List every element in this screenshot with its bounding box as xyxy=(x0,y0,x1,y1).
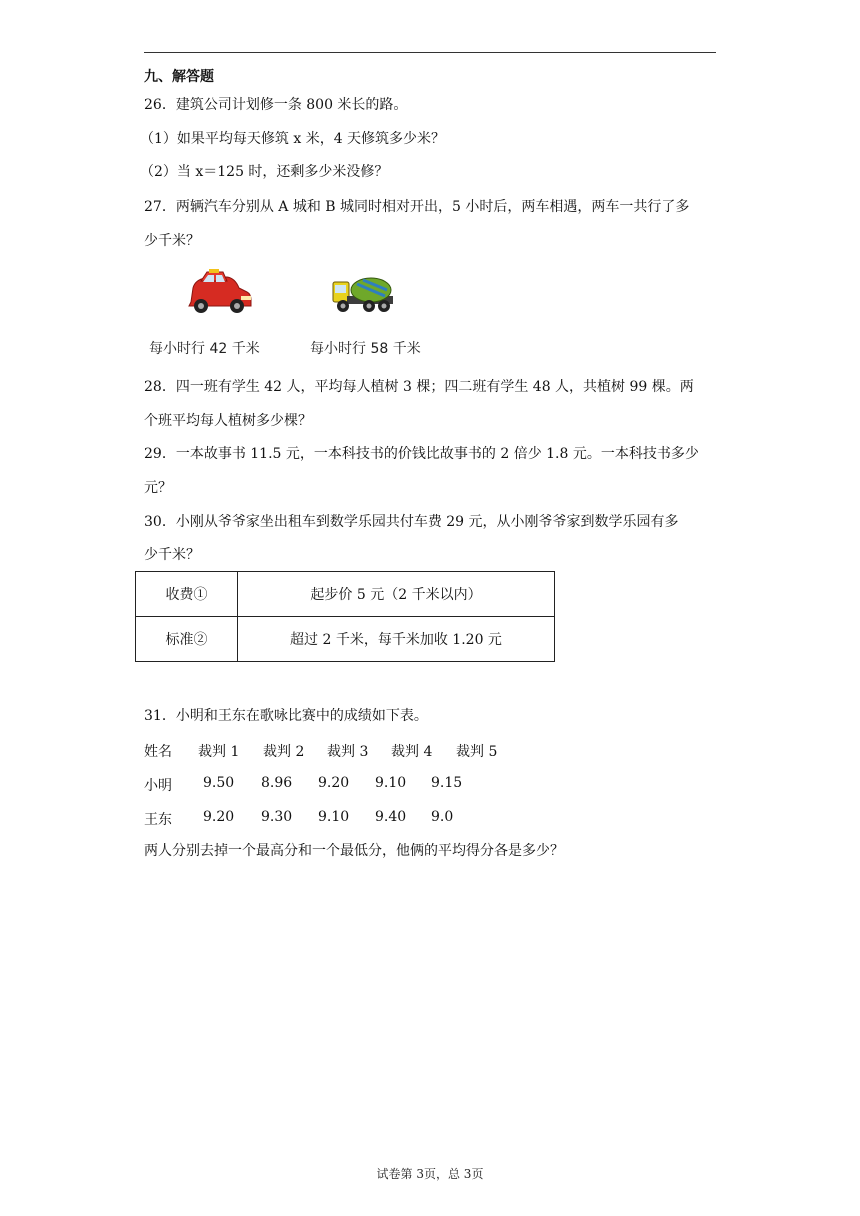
section-title: 九、解答题 xyxy=(144,69,214,85)
score-cell: 9.30 xyxy=(261,809,293,825)
fee-table xyxy=(135,571,555,662)
red-car-icon xyxy=(183,268,255,318)
question-26-stem: 26．建筑公司计划修一条 800 米长的路。 xyxy=(144,97,408,113)
score-header: 裁判 4 xyxy=(391,744,433,760)
question-29-line-2: 元？ xyxy=(144,480,172,496)
score-cell: 9.20 xyxy=(203,809,235,825)
score-cell: 9.10 xyxy=(318,809,350,825)
table-row xyxy=(136,617,555,662)
score-header: 裁判 1 xyxy=(198,744,240,760)
cement-truck-icon xyxy=(329,272,397,314)
score-header: 裁判 3 xyxy=(327,744,369,760)
score-cell: 9.0 xyxy=(431,809,454,825)
question-27-line-1: 27．两辆汽车分别从 A 城和 B 城同时相对开出，5 小时后，两车相遇，两车一共行了多 xyxy=(144,199,690,215)
score-header: 裁判 2 xyxy=(263,744,305,760)
score-cell: 8.96 xyxy=(261,775,293,791)
question-26-part-1: （1）如果平均每天修筑 x 米，4 天修筑多少米？ xyxy=(140,131,446,147)
fee-label-cell: 收费① xyxy=(136,572,238,617)
score-cell: 9.50 xyxy=(203,775,235,791)
question-29-line-1: 29．一本故事书 11.5 元，一本科技书的价钱比故事书的 2 倍少 1.8 元。一本科技书多少 xyxy=(144,446,699,462)
fee-value-cell: 起步价 5 元（2 千米以内） xyxy=(238,572,555,617)
question-31-stem: 31．小明和王东在歌咏比赛中的成绩如下表。 xyxy=(144,708,428,724)
page-footer: 试卷第 3页，总 3页 xyxy=(376,1167,484,1181)
score-cell: 9.40 xyxy=(375,809,407,825)
fee-label-cell: 标准② xyxy=(136,617,238,662)
question-28-line-1: 28．四一班有学生 42 人，平均每人植树 3 棵；四二班有学生 48 人，共植树 99 棵。两 xyxy=(144,379,694,395)
table-row xyxy=(136,572,555,617)
score-cell: 王东 xyxy=(144,812,172,828)
question-28-line-2: 个班平均每人植树多少棵？ xyxy=(144,413,312,429)
question-30-line-2: 少千米？ xyxy=(144,547,200,563)
score-cell: 小明 xyxy=(144,778,172,794)
vehicle-1-speed: 每小时行 42 千米 xyxy=(149,341,260,357)
question-31-question: 两人分别去掉一个最高分和一个最低分，他俩的平均得分各是多少？ xyxy=(144,843,564,859)
score-cell: 9.20 xyxy=(318,775,350,791)
header-rule xyxy=(144,52,716,53)
vehicle-2-speed: 每小时行 58 千米 xyxy=(310,341,421,357)
score-header: 裁判 5 xyxy=(456,744,498,760)
fee-value-cell: 超过 2 千米，每千米加收 1.20 元 xyxy=(238,617,555,662)
question-26-part-2: （2）当 x＝125 时，还剩多少米没修？ xyxy=(140,164,389,180)
question-30-line-1: 30．小刚从爷爷家坐出租车到数学乐园共付车费 29 元，从小刚爷爷家到数学乐园有多 xyxy=(144,514,679,530)
question-27-line-2: 少千米？ xyxy=(144,233,200,249)
score-cell: 9.15 xyxy=(431,775,463,791)
score-cell: 9.10 xyxy=(375,775,407,791)
score-header: 姓名 xyxy=(144,744,172,760)
